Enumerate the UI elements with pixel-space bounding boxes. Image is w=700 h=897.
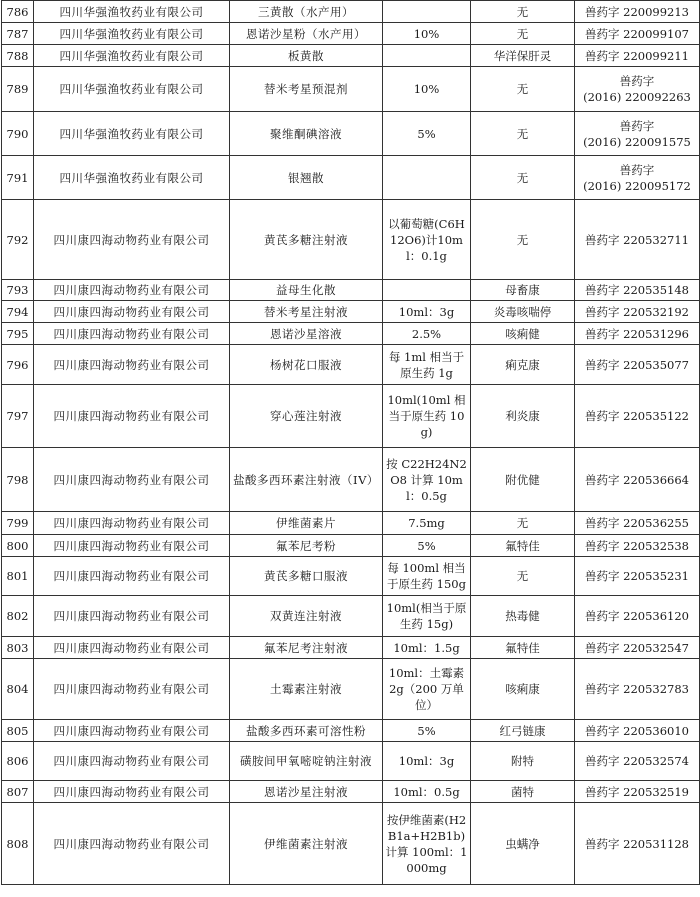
registration-table <box>1 0 700 885</box>
table-row <box>2 345 700 385</box>
brand-name: 母畜康 <box>471 280 575 301</box>
company-name: 四川华强渔牧药业有限公司 <box>34 1 230 23</box>
approval-number <box>575 200 700 280</box>
company-name: 四川康四海动物药业有限公司 <box>34 557 230 596</box>
brand-name: 无 <box>471 200 575 280</box>
row-number: 796 <box>2 345 34 385</box>
product-name: 替米考星注射液 <box>230 301 383 323</box>
table-row <box>2 1 700 23</box>
specification <box>383 45 471 67</box>
company-name: 四川康四海动物药业有限公司 <box>34 345 230 385</box>
approval-line: 兽药字 <box>619 74 655 88</box>
approval-line: 兽药字 220536120 <box>584 609 689 623</box>
approval-number <box>575 742 700 781</box>
specification <box>383 280 471 301</box>
approval-line: 兽药字 220536664 <box>584 472 689 487</box>
company-name: 四川华强渔牧药业有限公司 <box>34 45 230 67</box>
table-row <box>2 280 700 301</box>
table-row <box>2 112 700 156</box>
table-row <box>2 742 700 781</box>
product-name: 磺胺间甲氧嘧啶钠注射液 <box>230 742 383 781</box>
approval-line: 兽药字 220531296 <box>584 326 689 341</box>
specification: 每 1ml 相当于原生药 1g <box>383 345 471 385</box>
row-number: 803 <box>2 637 34 659</box>
specification: 10ml：3g <box>383 301 471 323</box>
product-name: 黄芪多糖口服液 <box>230 557 383 596</box>
brand-name: 利炎康 <box>471 385 575 448</box>
product-name: 杨树花口服液 <box>230 345 383 385</box>
approval-number <box>575 301 700 323</box>
row-number: 799 <box>2 512 34 535</box>
product-name: 盐酸多西环素注射液（IV） <box>230 448 383 512</box>
approval-line: 兽药字 220532574 <box>584 754 689 768</box>
specification: 7.5mg <box>383 512 471 535</box>
brand-name: 附特 <box>471 742 575 781</box>
brand-name: 咳痢康 <box>471 659 575 720</box>
specification: 10ml(相当于原生药 15g) <box>383 596 471 637</box>
approval-number <box>575 659 700 720</box>
product-name: 恩诺沙星粉（水产用） <box>230 23 383 45</box>
specification <box>383 156 471 200</box>
company-name: 四川康四海动物药业有限公司 <box>34 280 230 301</box>
specification: 5% <box>383 112 471 156</box>
company-name: 四川华强渔牧药业有限公司 <box>34 112 230 156</box>
row-number: 786 <box>2 1 34 23</box>
approval-number <box>575 156 700 200</box>
row-number: 800 <box>2 535 34 557</box>
product-name: 三黄散（水产用） <box>230 1 383 23</box>
approval-line: 兽药字 220536255 <box>584 516 689 530</box>
row-number: 802 <box>2 596 34 637</box>
company-name: 四川康四海动物药业有限公司 <box>34 659 230 720</box>
row-number: 798 <box>2 448 34 512</box>
specification: 按 C22H24N2O8 计算 10ml：0.5g <box>383 448 471 512</box>
brand-name: 无 <box>471 23 575 45</box>
row-number: 793 <box>2 280 34 301</box>
approval-line: 兽药字 220535148 <box>584 283 689 297</box>
approval-line: (2016) 220095172 <box>583 178 691 193</box>
table-row <box>2 512 700 535</box>
approval-number <box>575 637 700 659</box>
approval-number <box>575 781 700 803</box>
company-name: 四川华强渔牧药业有限公司 <box>34 156 230 200</box>
row-number: 788 <box>2 45 34 67</box>
approval-line: (2016) 220091575 <box>583 134 691 149</box>
row-number: 801 <box>2 557 34 596</box>
specification: 以葡萄糖(C6H12O6)计10ml：0.1g <box>383 200 471 280</box>
row-number: 791 <box>2 156 34 200</box>
approval-number <box>575 45 700 67</box>
approval-line: 兽药字 220532192 <box>584 304 689 319</box>
specification: 5% <box>383 535 471 557</box>
approval-number <box>575 112 700 156</box>
company-name: 四川华强渔牧药业有限公司 <box>34 23 230 45</box>
table-row <box>2 301 700 323</box>
approval-number <box>575 720 700 742</box>
company-name: 四川康四海动物药业有限公司 <box>34 301 230 323</box>
product-name: 伊维菌素片 <box>230 512 383 535</box>
product-name: 土霉素注射液 <box>230 659 383 720</box>
table-row <box>2 781 700 803</box>
specification: 按伊维菌素(H2B1a+H2B1b)计算 100ml：1000mg <box>383 803 471 885</box>
brand-name: 无 <box>471 512 575 535</box>
approval-line: 兽药字 220535122 <box>584 409 689 423</box>
specification: 10% <box>383 23 471 45</box>
approval-line: 兽药字 220532547 <box>584 640 689 655</box>
product-name: 聚维酮碘溶液 <box>230 112 383 156</box>
approval-line: 兽药字 220532711 <box>584 232 689 247</box>
row-number: 795 <box>2 323 34 345</box>
table-row <box>2 637 700 659</box>
table-row <box>2 323 700 345</box>
row-number: 792 <box>2 200 34 280</box>
product-name: 益母生化散 <box>230 280 383 301</box>
row-number: 787 <box>2 23 34 45</box>
company-name: 四川康四海动物药业有限公司 <box>34 323 230 345</box>
approval-number <box>575 557 700 596</box>
brand-name: 无 <box>471 156 575 200</box>
approval-line: 兽药字 220099213 <box>584 4 689 19</box>
company-name: 四川康四海动物药业有限公司 <box>34 720 230 742</box>
table-row <box>2 156 700 200</box>
table-row <box>2 385 700 448</box>
product-name: 盐酸多西环素可溶性粉 <box>230 720 383 742</box>
approval-line: 兽药字 220099107 <box>584 26 689 41</box>
table-row <box>2 659 700 720</box>
table-row <box>2 557 700 596</box>
product-name: 恩诺沙星注射液 <box>230 781 383 803</box>
row-number: 797 <box>2 385 34 448</box>
product-name: 替米考星预混剂 <box>230 67 383 112</box>
approval-number <box>575 345 700 385</box>
brand-name: 热毒健 <box>471 596 575 637</box>
company-name: 四川康四海动物药业有限公司 <box>34 512 230 535</box>
approval-number <box>575 512 700 535</box>
company-name: 四川华强渔牧药业有限公司 <box>34 67 230 112</box>
product-name: 穿心莲注射液 <box>230 385 383 448</box>
specification: 5% <box>383 720 471 742</box>
row-number: 808 <box>2 803 34 885</box>
brand-name: 氟特佳 <box>471 535 575 557</box>
company-name: 四川康四海动物药业有限公司 <box>34 448 230 512</box>
table-row <box>2 535 700 557</box>
table-row <box>2 803 700 885</box>
row-number: 804 <box>2 659 34 720</box>
table-row <box>2 45 700 67</box>
brand-name: 菌特 <box>471 781 575 803</box>
approval-line: 兽药字 220535077 <box>584 357 689 372</box>
company-name: 四川康四海动物药业有限公司 <box>34 803 230 885</box>
specification: 10ml：1.5g <box>383 637 471 659</box>
product-name: 氟苯尼考注射液 <box>230 637 383 659</box>
brand-name: 氟特佳 <box>471 637 575 659</box>
approval-line: 兽药字 220532519 <box>584 784 689 799</box>
product-name: 氟苯尼考粉 <box>230 535 383 557</box>
product-name: 伊维菌素注射液 <box>230 803 383 885</box>
brand-name: 无 <box>471 67 575 112</box>
company-name: 四川康四海动物药业有限公司 <box>34 200 230 280</box>
product-name: 板黄散 <box>230 45 383 67</box>
specification: 10ml：3g <box>383 742 471 781</box>
product-name: 恩诺沙星溶液 <box>230 323 383 345</box>
table-row <box>2 720 700 742</box>
specification: 2.5% <box>383 323 471 345</box>
row-number: 790 <box>2 112 34 156</box>
approval-number <box>575 1 700 23</box>
specification: 10ml：土霉素 2g（200 万单位） <box>383 659 471 720</box>
specification: 10ml(10ml 相当于原生药 10g) <box>383 385 471 448</box>
company-name: 四川康四海动物药业有限公司 <box>34 742 230 781</box>
approval-number <box>575 803 700 885</box>
approval-number <box>575 67 700 112</box>
approval-number <box>575 23 700 45</box>
company-name: 四川康四海动物药业有限公司 <box>34 781 230 803</box>
brand-name: 华洋保肝灵 <box>471 45 575 67</box>
specification <box>383 1 471 23</box>
approval-line: 兽药字 220531128 <box>584 836 689 851</box>
row-number: 794 <box>2 301 34 323</box>
product-name: 黄芪多糖注射液 <box>230 200 383 280</box>
approval-line: 兽药字 <box>619 118 655 133</box>
approval-line: (2016) 220092263 <box>583 90 691 104</box>
approval-number <box>575 596 700 637</box>
table-row <box>2 200 700 280</box>
approval-line: 兽药字 <box>619 162 655 177</box>
brand-name: 痢克康 <box>471 345 575 385</box>
brand-name: 炎毒咳喘停 <box>471 301 575 323</box>
approval-number <box>575 535 700 557</box>
approval-line: 兽药字 220532783 <box>584 682 689 696</box>
approval-number <box>575 280 700 301</box>
brand-name: 虫螨净 <box>471 803 575 885</box>
approval-number <box>575 323 700 345</box>
specification: 10% <box>383 67 471 112</box>
company-name: 四川康四海动物药业有限公司 <box>34 637 230 659</box>
row-number: 806 <box>2 742 34 781</box>
row-number: 805 <box>2 720 34 742</box>
table-row <box>2 596 700 637</box>
approval-number <box>575 448 700 512</box>
approval-number <box>575 385 700 448</box>
row-number: 807 <box>2 781 34 803</box>
brand-name: 无 <box>471 557 575 596</box>
brand-name: 红弓链康 <box>471 720 575 742</box>
table-body <box>2 1 700 885</box>
brand-name: 无 <box>471 112 575 156</box>
table-row <box>2 23 700 45</box>
product-name: 双黄连注射液 <box>230 596 383 637</box>
approval-line: 兽药字 220536010 <box>584 723 689 738</box>
brand-name: 附优健 <box>471 448 575 512</box>
row-number: 789 <box>2 67 34 112</box>
table-row <box>2 67 700 112</box>
product-name: 银翘散 <box>230 156 383 200</box>
company-name: 四川康四海动物药业有限公司 <box>34 385 230 448</box>
table-row <box>2 448 700 512</box>
approval-line: 兽药字 220535231 <box>584 569 689 583</box>
brand-name: 咳痢健 <box>471 323 575 345</box>
company-name: 四川康四海动物药业有限公司 <box>34 596 230 637</box>
company-name: 四川康四海动物药业有限公司 <box>34 535 230 557</box>
approval-line: 兽药字 220532538 <box>584 538 689 553</box>
specification: 10ml：0.5g <box>383 781 471 803</box>
approval-line: 兽药字 220099211 <box>584 48 689 63</box>
brand-name: 无 <box>471 1 575 23</box>
specification: 每 100ml 相当于原生药 150g <box>383 557 471 596</box>
